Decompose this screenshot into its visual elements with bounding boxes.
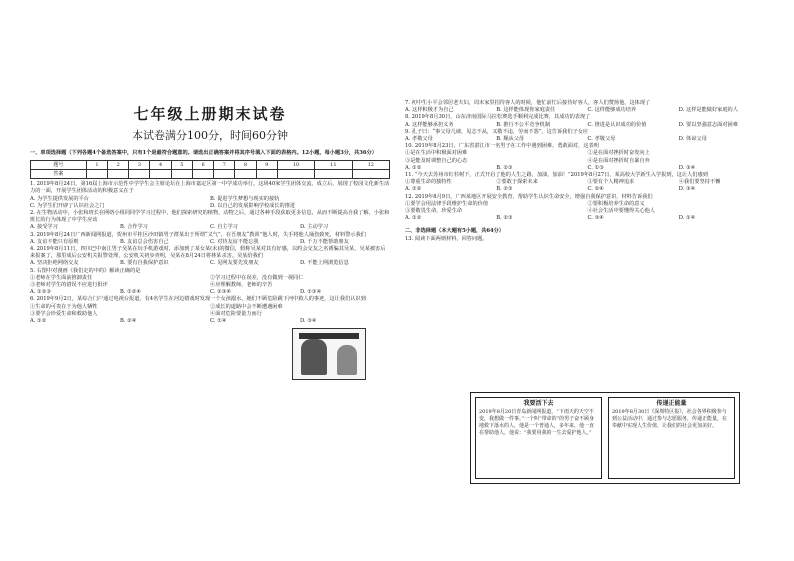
question-text: 10. 2019年8月23日，广东省湛江市一名男子在工作中遇到困难，勇敢面对，这表明 (405, 143, 599, 150)
option-group (30, 275, 390, 289)
option-group (30, 239, 390, 246)
answer-option[interactable]: C. 见网友要先发朋友 (210, 260, 259, 267)
answer-table-cell: 9 (256, 161, 277, 170)
answer-table-cell: 12 (352, 161, 389, 170)
answer-option[interactable]: B. 促进学生梦想与现实的接轨 (210, 195, 280, 202)
answer-option[interactable]: ①是在生活中积极面对困难 (405, 150, 468, 157)
question-13: 13. 阅读下面两则材料，回答问题。 (405, 235, 488, 242)
exam-subtitle: 本试卷满分100分，时间60分钟 (132, 129, 288, 142)
answer-table-cell: 8 (235, 161, 256, 170)
option-group (405, 215, 770, 222)
question-text: 7. 初中生小平会邻居老夫妇，周末家里招待客人的时候，他忙前忙后接待好客人，客人们赞扬他，这体现了 (405, 100, 651, 106)
answer-option[interactable]: ③要学会珍爱生命和救助他人 (30, 310, 98, 317)
answer-option[interactable]: ④面对危险要量力而行 (210, 310, 262, 317)
answer-table-cell: 题号 (31, 161, 87, 170)
answer-option[interactable]: B. 合作学习 (120, 224, 148, 231)
answer-blank[interactable] (277, 170, 314, 179)
answer-option[interactable]: ④是在面对挫折时自暴自弃 (587, 157, 650, 164)
answer-option[interactable]: D. ①④ (678, 215, 696, 222)
option-group (405, 186, 770, 193)
answer-table-cell: 2 (108, 161, 129, 170)
answer-table-cell: 5 (171, 161, 192, 170)
answer-option[interactable]: ①尊重生命的独特性 (405, 179, 452, 186)
answer-option[interactable]: D. 体谅父母 (678, 136, 707, 143)
question-text: 12. 2019年8月9日，广西某地区开展安全教育，帮助学生认识生命安全，增强自我保护意识，材料告诉我们 (405, 193, 653, 200)
answer-blank[interactable] (150, 170, 171, 179)
option-group (30, 260, 390, 267)
answer-option[interactable]: D. ③④ (678, 186, 696, 193)
answer-table-cell: 10 (277, 161, 314, 170)
answer-option[interactable]: C. 推进是认识成功的价值 (587, 121, 647, 128)
option-group (30, 318, 390, 325)
answer-blank[interactable] (235, 170, 256, 179)
answer-option[interactable]: ②是在面对挫折时奋发向上 (587, 150, 650, 157)
answer-option[interactable]: C. 对待友谊不能忘我 (210, 238, 259, 245)
option-group (30, 224, 390, 231)
answer-option[interactable]: D. 这样是能做好家庭的人 (678, 107, 738, 114)
answer-option[interactable]: C. 这样能够成功培养 (587, 107, 637, 114)
answer-option[interactable]: C. ③④ (587, 215, 604, 222)
option-group (30, 304, 390, 318)
answer-option[interactable]: B. ②④ (120, 318, 137, 325)
answer-option[interactable]: ③要敬畏生命，珍爱生命 (405, 208, 463, 215)
answer-table-cell: 3 (129, 161, 150, 170)
answer-option[interactable]: ①生命的可贵在于为他人牺牲 (30, 303, 98, 310)
question-text: 3. 2019年8月24日广西新闻网报道，贺州市平桂区沙田镇男子群某出于所谓“义气”，在吾朋友“教训”他人时，失手将他人捅伤致死，材料警示我们 (30, 231, 366, 238)
option-group (405, 179, 770, 186)
material-box-text: 2019年8月30日《深圳特区报》，社会各界积极参与到公益活动中，通过参与志愿服务，传递正能量，在奉献中实现人生价值，让我们的社会更加美好。 (612, 409, 728, 429)
answer-option[interactable]: A. 接受学习 (30, 224, 58, 231)
answer-option[interactable]: D. 不能上网浏览信息 (300, 260, 349, 267)
answer-option[interactable]: D. ③④ (300, 318, 317, 325)
material-box-title: 传递正能量 (656, 400, 687, 407)
question-text: 1. 2019年8月24日，第16届上海市示范性中学学生会主席论坛在上海市嘉定区第一中学成功举行。这场40家学生团体交流、成立后，展现了校园文化新生活力的一面，开展学生团体活动的积极意义在于 (30, 181, 390, 195)
exam-sheet (30, 70, 770, 540)
answer-table-cell: 4 (150, 161, 171, 170)
answer-option[interactable]: ①老师在学生面前推卸责任 (30, 274, 93, 281)
answer-option[interactable]: ③要有个人精神追求 (587, 179, 635, 186)
material-box-title: 我要活下去 (523, 400, 554, 407)
answer-option[interactable]: C. ①④ (210, 318, 227, 325)
answer-option[interactable]: B. ②③ (496, 164, 513, 171)
answer-option[interactable]: A. 坚决拒绝网络交友 (30, 260, 79, 267)
answer-blank[interactable] (192, 170, 213, 179)
answer-option[interactable]: B. 顺从父母 (496, 136, 525, 143)
answer-blank[interactable] (171, 170, 192, 179)
material-box-1 (475, 397, 602, 479)
blackboard-shape (299, 333, 359, 339)
answer-option[interactable]: A. ①② (405, 164, 422, 171)
question-text: 2. 在生物活动中，小张和班长在网络小组同同学学习过程中，他们探索研究的植物、动物之后，通过各种手段获取更多信息，从而不断提高自我了解，小张和班长的行为体现了中学生应该 (30, 210, 390, 224)
answer-option[interactable]: B. 友谊总会伤害自己 (120, 238, 169, 245)
question-text: 5. 右图中对漫画《我们走的中的》解读正确的是 (30, 267, 141, 274)
answer-option[interactable]: ②学习过程中在误差，没有做到一视同仁 (210, 274, 304, 281)
answer-option[interactable]: C. ①③ (587, 164, 604, 171)
answer-option[interactable]: A. 为学生提供发展的平台 (30, 195, 89, 202)
material-box-2 (608, 397, 735, 479)
answer-option[interactable]: A. ①② (30, 318, 47, 325)
answer-option[interactable]: A. ①② (405, 215, 422, 222)
exam-title: 七年级上册期末试卷 (133, 105, 287, 123)
answer-option[interactable]: ③是能及时调整自己的心态 (405, 157, 468, 164)
left-question-list (30, 181, 390, 325)
teacher-figure (301, 339, 327, 375)
answer-table-cell: 6 (192, 161, 213, 170)
answer-table (30, 160, 390, 179)
answer-blank[interactable] (315, 170, 352, 179)
answer-option[interactable]: B. 推行不公平竞争机制 (496, 121, 551, 128)
answer-table-number-row (31, 161, 390, 170)
student-figure (337, 345, 357, 375)
answer-option[interactable]: B. ①②④ (120, 289, 142, 296)
question-text: 11. “今天去苏州市红杉树下，正式开启了他的人生之路，加油，加油！”2019年8月27日，某高校大学新生入学报到，这让人们感到 (405, 172, 708, 179)
answer-option[interactable]: A. 这样积极才为自己 (405, 107, 454, 114)
cartoon-illustration (292, 328, 366, 380)
answer-option[interactable]: D. 主动学习 (300, 224, 329, 231)
left-column (30, 70, 390, 540)
answer-option[interactable]: A. ①② (405, 186, 422, 193)
material-box-text: 2019年8月20日青岛新闻网报道，“下雨天的天空不变，我想做一件事。”一个叫“带命的”的男子奋不顾身地救下落水的人，他是一个普通人，多年来，他一直在帮助他人，他说：“我要用我的一生去爱护他人。” (479, 409, 595, 436)
question-text: 4. 2019年8月11日，四川巴中南江男子吴某在玩手机游戏时，添加到了某女某(未)的微信，假称吴某对其有好感，以约会交友之名诱骗其吴某，吴某被害后来报案了，那里成后公安机关报警处理，公安机关初步查明，吴某在8月24日将林某杀害。吴某给我们 (30, 246, 386, 260)
option-group (405, 165, 770, 172)
question-text: 6. 2019年9月2日，某综合门户通过电视台报道，有4名学生在河边嬉戏时发现一个女孩溺水，她们不顾危险跳下河中救人的事迹，这让我们认识到 (30, 296, 366, 303)
question-text: 8. 2019年8月30日，山东济南国际马拉松赛选手顺利完成比赛，其成功的表现了 (405, 114, 591, 121)
answer-option[interactable]: ②要敢于探索未来 (496, 179, 538, 186)
answer-option[interactable]: ②要积极培养生命的意义 (587, 200, 645, 207)
answer-option[interactable]: C. 孝敬父母 (587, 136, 616, 143)
answer-option[interactable]: ①要学会用法律手段维护生命的价值 (405, 200, 489, 207)
option-group (30, 196, 390, 210)
answer-table-cell: 1 (86, 161, 107, 170)
answer-option[interactable]: B. ②③ (496, 186, 513, 193)
answer-option[interactable]: C. 为学生们开辟了认识社会之门 (30, 202, 105, 209)
answer-option[interactable]: D. ③④ (678, 164, 696, 171)
answer-option[interactable]: A. 这样能够承担义务 (405, 121, 454, 128)
answer-table-cell: 11 (315, 161, 352, 170)
answer-option[interactable]: A. 孝敬父母 (405, 136, 433, 143)
answer-option[interactable]: A. 友谊不能只有原则 (30, 238, 79, 245)
option-group (405, 201, 770, 215)
question-text: 9. 孔子曰：“事父母几谏，见志不从，又敬不违，劳而不怨”，这告诉我们子女应 (405, 128, 589, 135)
answer-option[interactable]: C. 自主学习 (210, 224, 238, 231)
answer-option[interactable]: ④应理解教师，老师的辛苦 (210, 282, 273, 289)
answer-blank[interactable] (214, 170, 235, 179)
answer-blank[interactable] (256, 170, 277, 179)
answer-blank[interactable] (129, 170, 150, 179)
answer-option[interactable]: A. ①②③ (30, 289, 51, 296)
answer-option[interactable]: ④我们要坚持不懈 (678, 179, 721, 186)
answer-option[interactable]: D. ①③④ (300, 289, 322, 296)
option-group (405, 150, 770, 164)
answer-option[interactable]: C. ②③④ (210, 289, 232, 296)
answer-option[interactable]: ②成长的道路中会不断遭遇困难 (210, 303, 283, 310)
answer-blank[interactable] (352, 170, 389, 179)
option-group (405, 122, 770, 129)
answer-option[interactable]: D. 要以坚强意志面对困难 (678, 121, 738, 128)
answer-option[interactable]: ④社会生活中要懂得关心他人 (587, 208, 655, 215)
answer-table-cell: 答案 (31, 170, 87, 179)
section-two-heading: 二、非选择题（本大题有5小题，共64分） (405, 228, 505, 235)
answer-option[interactable]: B. ②③ (496, 215, 513, 222)
answer-table-answer-row (31, 170, 390, 179)
answer-table-cell: 7 (214, 161, 235, 170)
answer-option[interactable]: ③老师对学生的错误不应进行批评 (30, 282, 108, 289)
section-one-heading: 一、单项选择题（下列各题4个备选答案中，只有1个是最符合题意的。请选出正确答案并将其序号填入下面的表格内。12小题，每小题3分，共36分） (30, 150, 377, 156)
answer-blank[interactable] (86, 170, 107, 179)
answer-blank[interactable] (108, 170, 129, 179)
answer-option[interactable]: B. 要有自我保护意识 (120, 260, 169, 267)
answer-option[interactable]: B. 这样能体现你家庭责任 (496, 107, 556, 114)
answer-option[interactable]: D. 千万不能帮助朋友 (300, 238, 349, 245)
answer-option[interactable]: C. ②④ (587, 186, 604, 193)
right-question-list (405, 100, 770, 222)
reading-material (470, 392, 740, 484)
answer-option[interactable]: D. 以自己的发展影响学校成长的推进 (210, 202, 296, 209)
